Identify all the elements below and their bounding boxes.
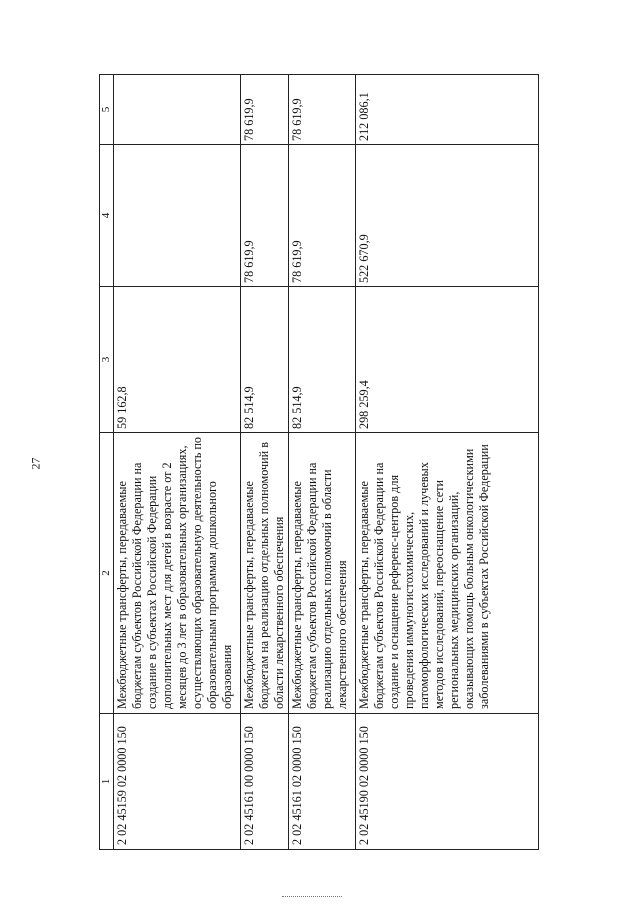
budget-table [99,74,539,850]
header-cell-1: 1 [100,714,114,850]
page-number: 27 [28,457,43,470]
amount-col5: 78 619,9 [241,75,289,145]
amount-col5 [114,75,241,145]
table-row [289,75,356,850]
header-cell-5: 5 [100,75,114,145]
scan-artifact-line [282,896,342,897]
header-cell-4: 4 [100,145,114,287]
budget-code: 2 02 45161 02 0000 150 [289,714,356,850]
header-cell-2: 2 [100,433,114,714]
budget-code: 2 02 45190 02 0000 150 [356,714,539,850]
transfer-description: Межбюджетные трансферты, передаваемые бюджетам субъектов Российской Федерации на создание в субъектах Российской Федерации дополнительных мест для детей в возрасте от 2 месяцев до 3 лет в образовательных организациях, осуществляющих образовательную деятельность по образовательным программам дошкольного образования [114,433,241,714]
transfer-description: Межбюджетные трансферты, передаваемые бюджетам субъектов Российской Федерации на реализацию отдельных полномочий в области лекарственного обеспечения [289,433,356,714]
amount-col4 [114,145,241,287]
transfer-description: Межбюджетные трансферты, передаваемые бюджетам на реализацию отдельных полномочий в области лекарственного обеспечения [241,433,289,714]
budget-table-rotated [99,75,526,850]
amount-col3: 82 514,9 [241,287,289,433]
table-row [356,75,539,850]
amount-col3: 82 514,9 [289,287,356,433]
amount-col3: 298 259,4 [356,287,539,433]
amount-col5: 78 619,9 [289,75,356,145]
budget-code: 2 02 45159 02 0000 150 [114,714,241,850]
amount-col4: 78 619,9 [241,145,289,287]
transfer-description: Межбюджетные трансферты, передаваемые бюджетам субъектов Российской Федерации на создание и оснащение референс-центров для проведения иммуногистохимических, патоморфологических исследований и лучевых методов исследований, переоснащение сети региональных медицинских организаций, оказывающих помощь больным онкологическими заболеваниями в субъектах Российской Федерации [356,433,539,714]
budget-code: 2 02 45161 00 0000 150 [241,714,289,850]
amount-col4: 78 619,9 [289,145,356,287]
header-row [100,75,114,850]
amount-col5: 212 086,1 [356,75,539,145]
amount-col4: 522 670,9 [356,145,539,287]
table-row [241,75,289,850]
table-row [114,75,241,850]
header-cell-3: 3 [100,287,114,433]
amount-col3: 59 162,8 [114,287,241,433]
